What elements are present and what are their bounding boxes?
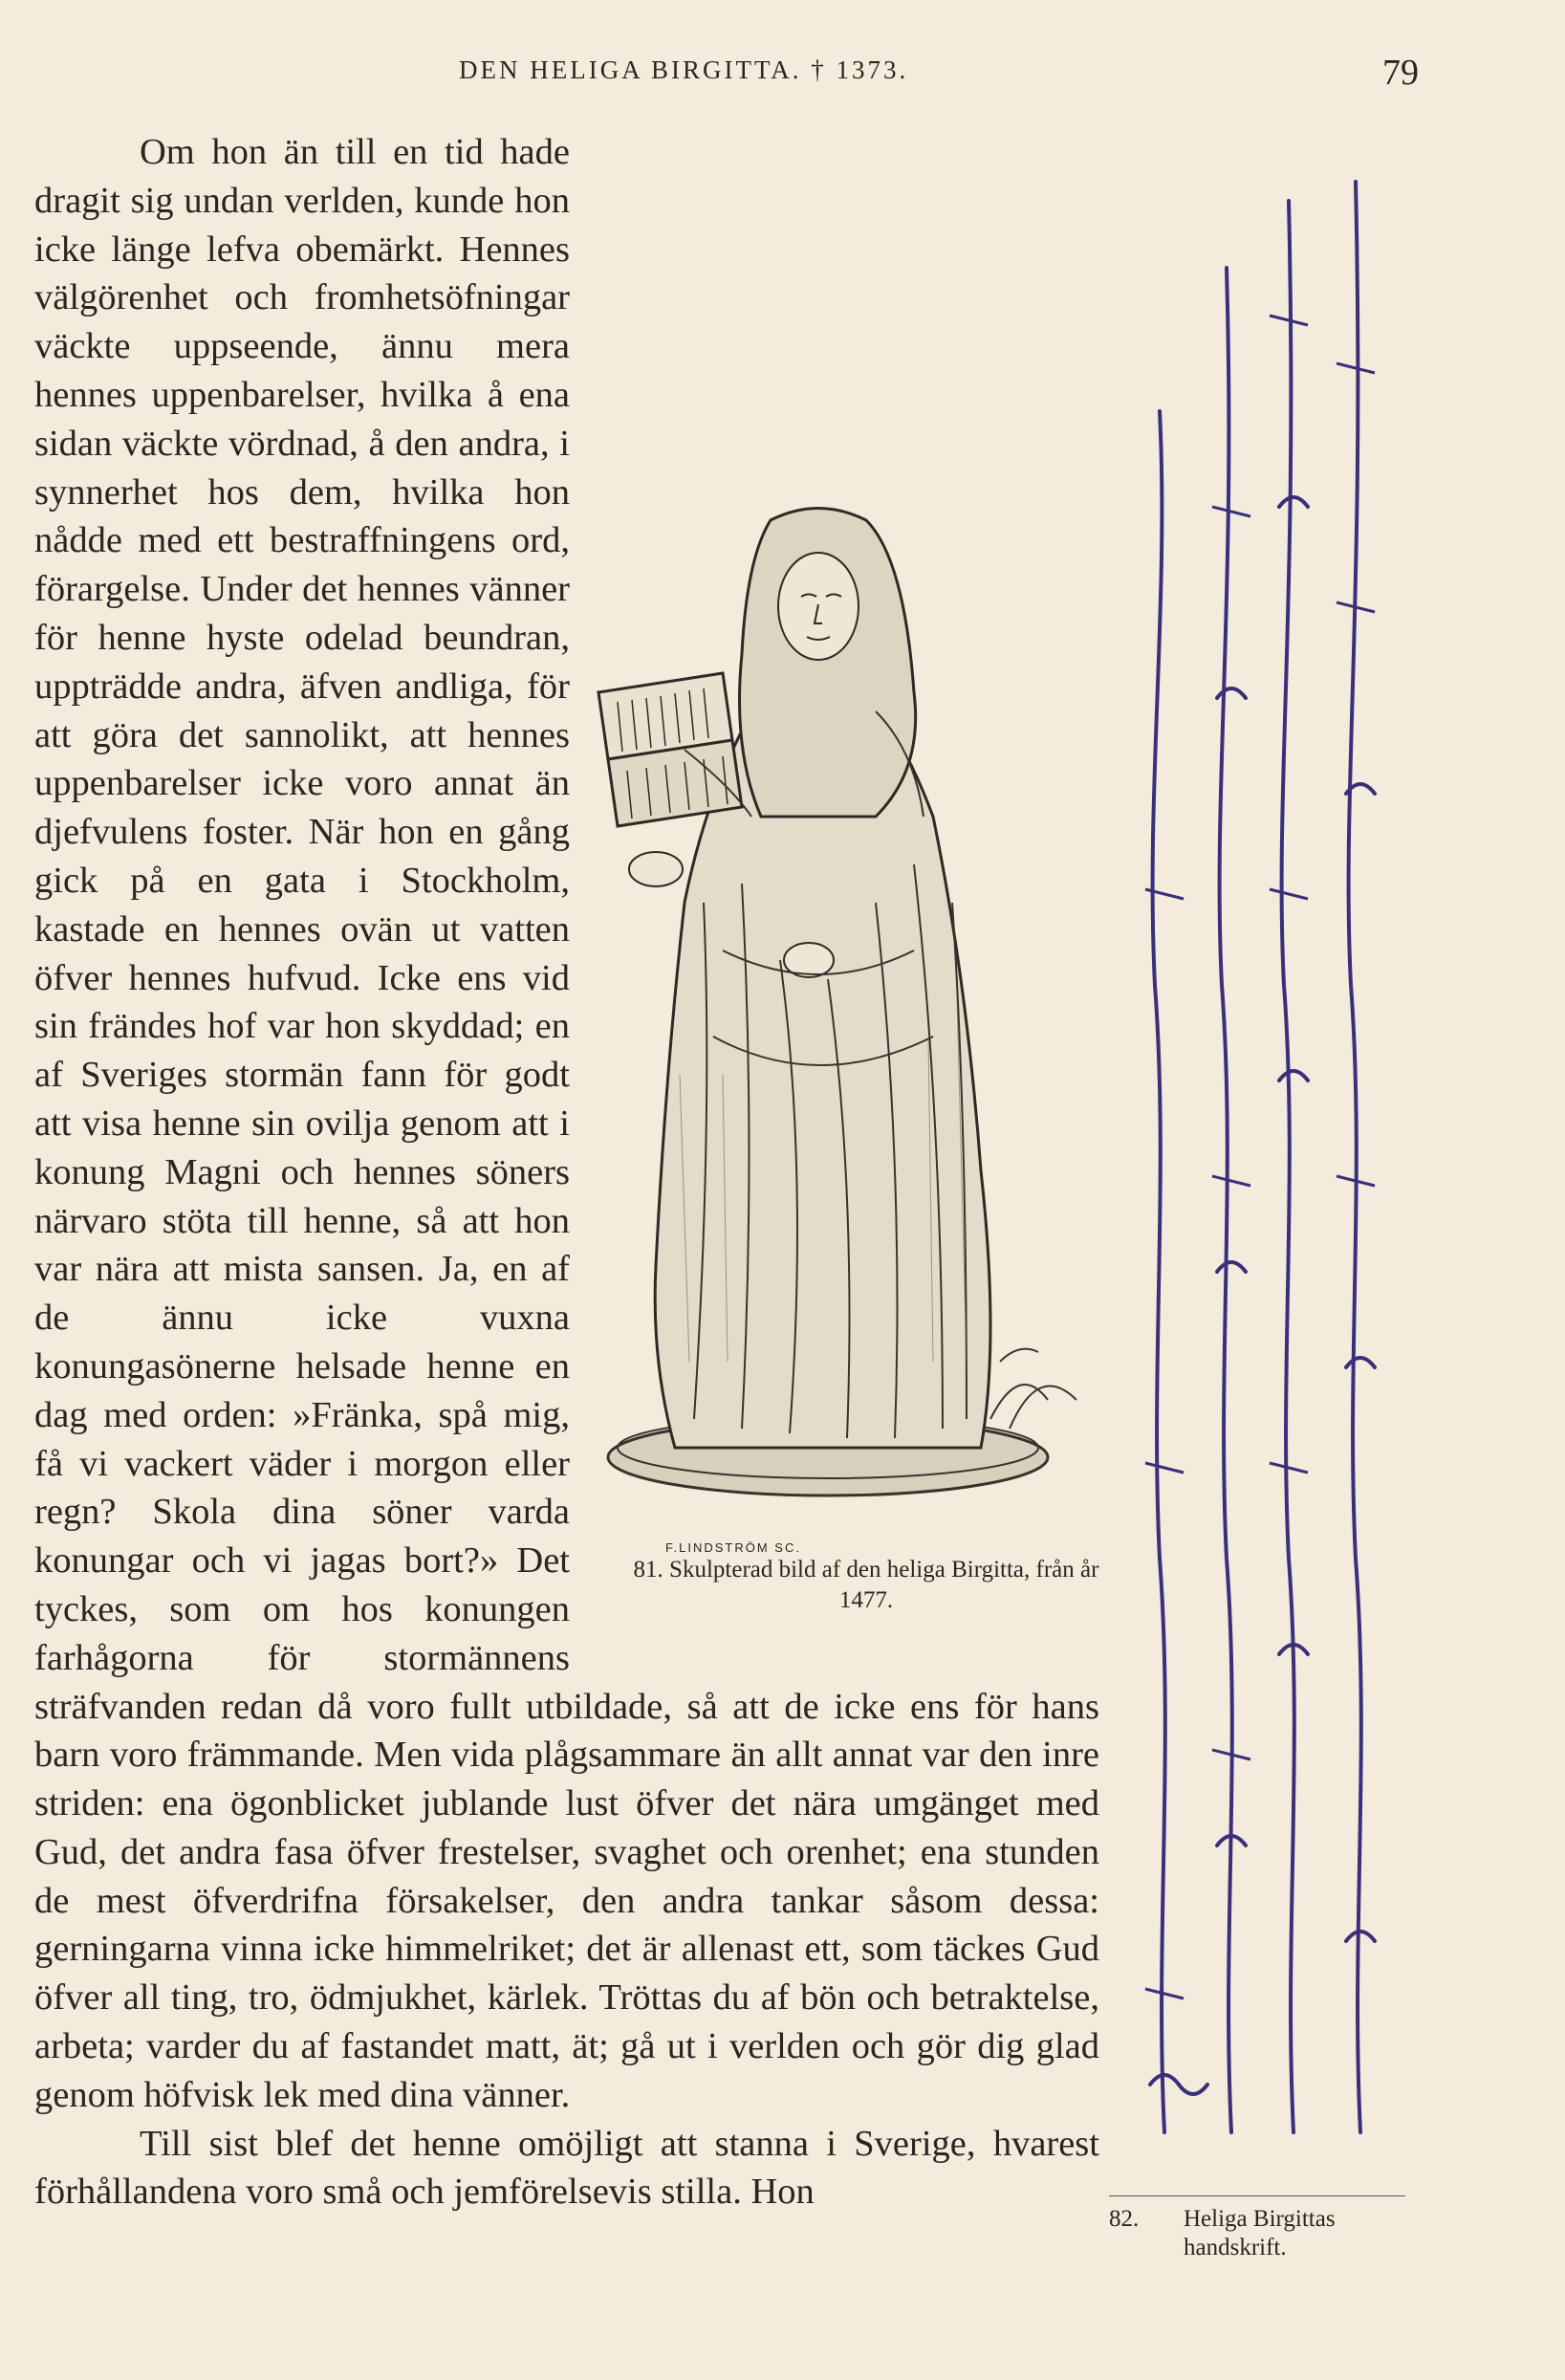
- figure-82-number: 82.: [1109, 2206, 1140, 2232]
- running-header: DEN HELIGA BIRGITTA. † 1373.: [459, 55, 909, 84]
- page-number: 79: [1382, 53, 1419, 93]
- paragraph-1: Om hon än till en tid hade dragit sig undan verlden, kunde hon icke länge lefva obemärkt. Hennes välgörenhet och fromhetsöfningar väckte uppseende, ännu mera hennes uppenbarelser, hvilka å ena sidan väckte vördnad, å den andra, i synnerhet hos dem, hvilka hon nådde med ett bestraffningens ord, förargelse. Under det hennes vänner för henne hyste odelad beundran, uppträdde andra, äfven andliga, för att göra det sannolikt, att hennes uppenbarelser icke voro annat än djefvulens foster. När hon en gång gick på en gata i Stockholm, kastade en hennes ovän ut vatten öfver hennes hufvud. Icke ens vid sin frändes hof var hon skyddad; en af Sveriges stormän fann för godt att visa henne sin ovilja genom att i konung Magni och hennes söners närvaro stöta till henne, så att hon var nära att mista sansen. Ja, en af de ännu icke vuxna konungasönerne helsade henne en dag med orden: »Fränka, spå mig, få vi vackert väder i morgon eller regn? Skola dina söner varda konungar och vi jagas bort?» Det tyckes, som om hos konungen farhågorna för stormännens sträfvanden redan då voro fullt utbildade, så att de icke ens för hans barn voro främmande. Men vida plågsammare än allt annat var den inre striden: ena ögonblicket jublande lust öfver det nära umgänget med Gud, det andra fasa öfver frestelser, svaghet och orenhet; ena stunden de mest öfverdrifna försakelser, den andra tankar såsom dessa: gerningarna vinna icke himmelriket; det är allenast ett, som täckes Gud öfver all ting, tro, ödmjukhet, kärlek. Tröttas du af bön och betraktelse, arbeta; varder du af fastandet matt, ät; gå ut i verlden och gör dig glad genom höfvisk lek med dina vänner.: [34, 132, 1099, 2115]
- figure-81: [589, 501, 1099, 1677]
- birgitta-handwriting-facsimile: [1126, 124, 1413, 2161]
- figure-81-caption: 81. Skulpterad bild af den heliga Birgitta, från år 1477.: [633, 1557, 1099, 1613]
- engraver-credit: F.LINDSTRÖM SC.: [665, 1540, 801, 1555]
- paragraph-2: Till sist blef det henne omöjligt att stanna i Sverige, hvarest förhållandena voro små och jemförelsevis stilla. Hon: [34, 2123, 1099, 2213]
- caption-rule: [1109, 2195, 1405, 2196]
- main-text-column: [34, 128, 1099, 2216]
- birgitta-statue-illustration: [589, 501, 1099, 1524]
- figure-82-caption-text: Heliga Birgittas handskrift.: [1184, 2206, 1336, 2260]
